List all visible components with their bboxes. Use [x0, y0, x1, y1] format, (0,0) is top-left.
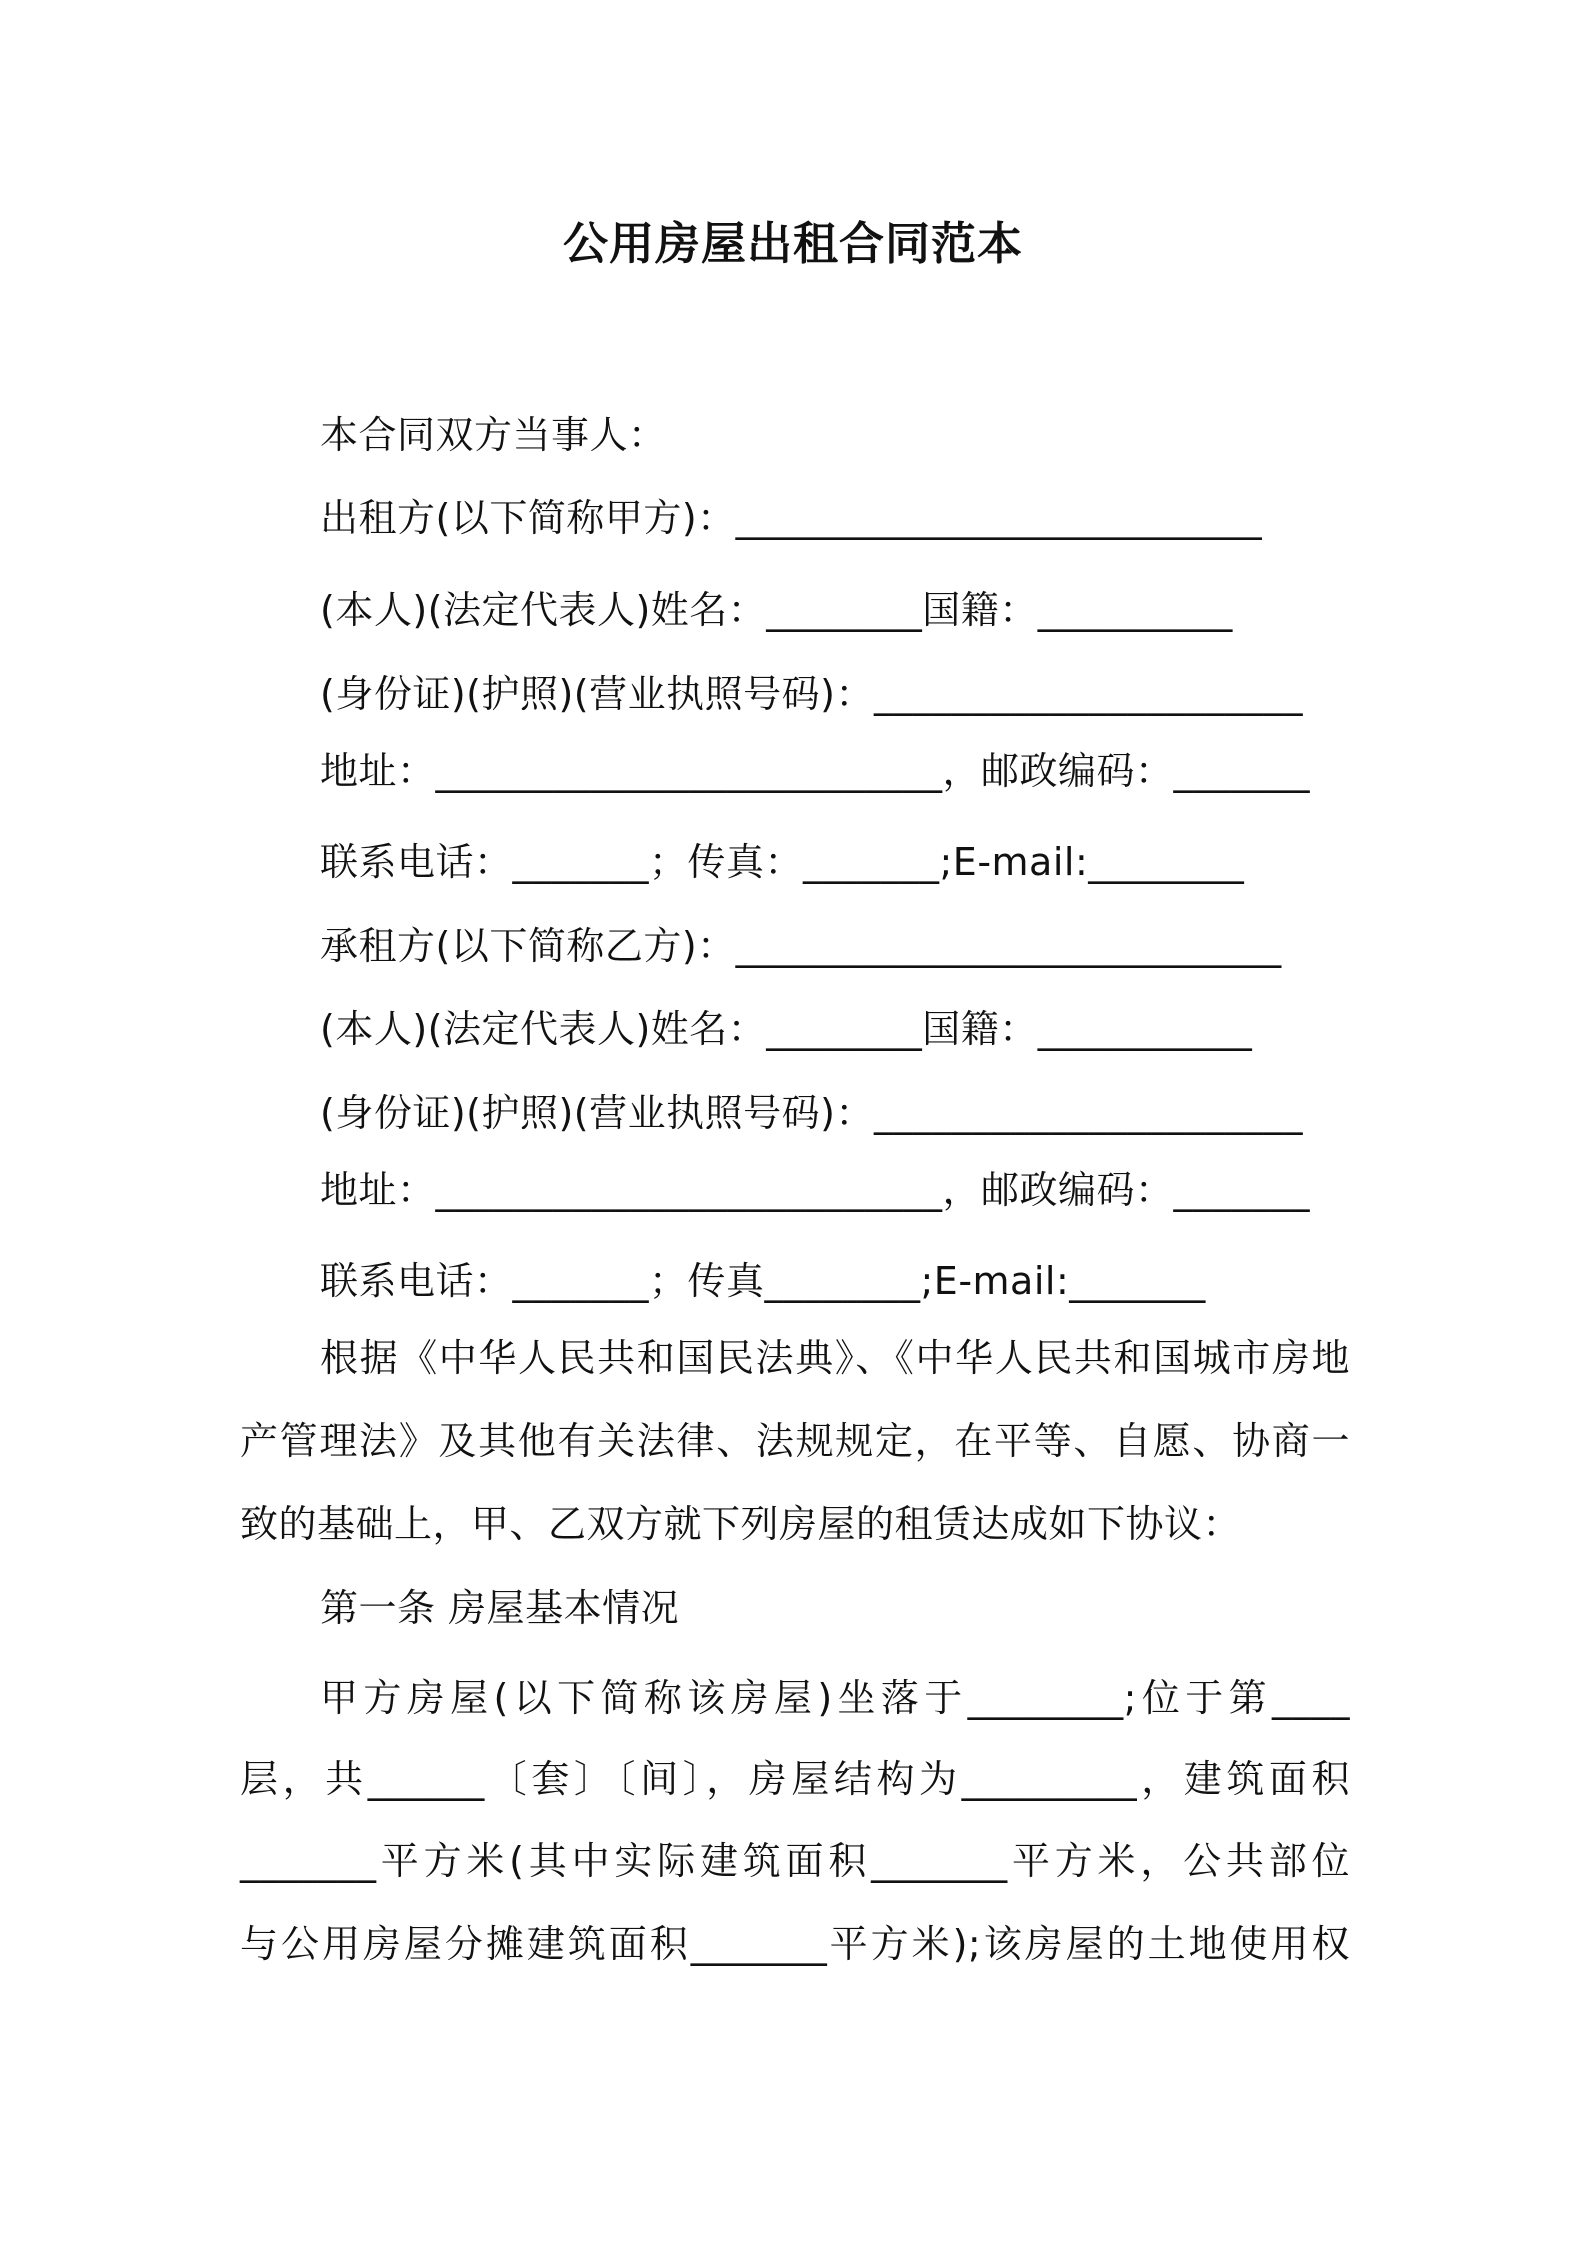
lessee-address: 地址：__________________________，邮政编码：_______: [320, 1168, 1311, 1212]
article-1-line-3: _______平方米(其中实际建筑面积_______平方米，公共部位: [240, 1839, 1350, 1883]
lessee-id-number: (身份证)(护照)(营业执照号码)：______________________: [320, 1091, 1303, 1135]
lessor-id-number: (身份证)(护照)(营业执照号码)：______________________: [320, 672, 1303, 716]
preamble-line-1: 根据《中华人民共和国民法典》、《中华人民共和国城市房地: [320, 1336, 1350, 1380]
lessee-name-nationality: (本人)(法定代表人)姓名：________国籍：___________: [320, 1007, 1253, 1051]
lessee-contact: 联系电话：_______；传真________;E-mail:_______: [320, 1259, 1206, 1303]
article-1-line-1: 甲方房屋(以下简称该房屋)坐落于________;位于第____: [320, 1676, 1350, 1720]
parties-heading: 本合同双方当事人：: [320, 413, 667, 457]
article-1-line-4: 与公用房屋分摊建筑面积_______平方米);该房屋的土地使用权: [240, 1922, 1350, 1966]
lessor-name-nationality: (本人)(法定代表人)姓名：________国籍：__________: [320, 588, 1233, 632]
lessor-address: 地址：__________________________，邮政编码：_______: [320, 749, 1311, 793]
preamble-line-3: 致的基础上，甲、乙双方就下列房屋的租赁达成如下协议：: [240, 1502, 1242, 1546]
lessor-contact: 联系电话：_______；传真：_______;E-mail:________: [320, 840, 1245, 884]
preamble-line-2: 产管理法》及其他有关法律、法规规定，在平等、自愿、协商一: [240, 1419, 1350, 1463]
article-1-heading: 第一条 房屋基本情况: [320, 1586, 680, 1630]
lessee-line: 承租方(以下简称乙方)：____________________________: [320, 924, 1282, 968]
article-1-line-2: 层，共______〔套〕〔间〕，房屋结构为_________，建筑面积: [240, 1757, 1350, 1801]
lessor-line: 出租方(以下简称甲方)：___________________________: [320, 496, 1263, 540]
document-title: 公用房屋出租合同范本: [562, 217, 1023, 270]
